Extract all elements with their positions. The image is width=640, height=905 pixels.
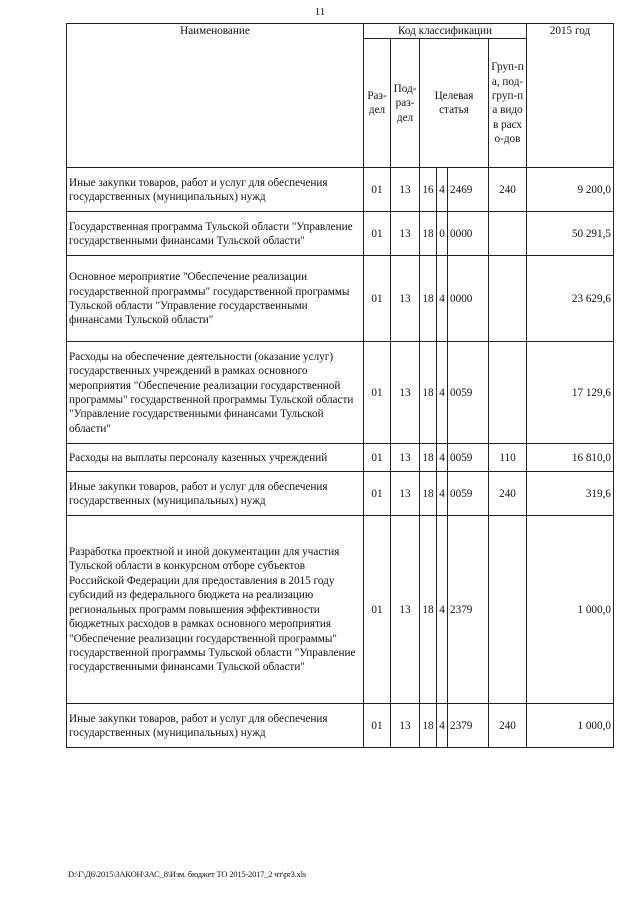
row-article-a: 18: [420, 342, 437, 444]
header-target-article: Целевая статья: [420, 39, 489, 168]
row-article-b: 4: [437, 516, 448, 704]
row-expense-group: 110: [489, 444, 527, 472]
row-amount: 23 629,6: [527, 256, 614, 342]
row-article-a: 18: [420, 256, 437, 342]
row-article-a: 18: [420, 472, 437, 516]
row-article-c: 0000: [448, 256, 489, 342]
row-article-c: 0059: [448, 444, 489, 472]
header-subsection: Под-раз-дел: [391, 39, 420, 168]
row-article-b: 4: [437, 342, 448, 444]
row-section: 01: [364, 256, 391, 342]
row-section: 01: [364, 472, 391, 516]
row-article-c: 0059: [448, 472, 489, 516]
row-expense-group: 240: [489, 704, 527, 748]
row-amount: 319,6: [527, 472, 614, 516]
table-row: [67, 472, 614, 516]
table-row: [67, 516, 614, 704]
row-article-b: 4: [437, 444, 448, 472]
row-expense-group: [489, 212, 527, 256]
row-name: Иные закупки товаров, работ и услуг для обеспечения государственных (муниципальных) нужд: [67, 168, 364, 212]
row-amount: 1 000,0: [527, 516, 614, 704]
row-section: 01: [364, 444, 391, 472]
table-row: [67, 704, 614, 748]
row-name: Расходы на обеспечение деятельности (оказание услуг) государственных учреждений в рамках основного мероприятия "Обеспечение реализации государственной программы" государственной программы Тульской области "Управление государственными финансами Тульской области": [67, 342, 364, 444]
row-amount: 50 291,5: [527, 212, 614, 256]
budget-table: [66, 23, 614, 748]
file-path-footer: D:\Г\Д6\2015\ЗАКОН\ЗАС_8\Изм. бюджет ТО 2015-2017_2 чт\pr3.xls: [68, 869, 306, 879]
page-number: 11: [314, 6, 326, 18]
row-name: Иные закупки товаров, работ и услуг для обеспечения государственных (муниципальных) нужд: [67, 704, 364, 748]
row-amount: 16 810,0: [527, 444, 614, 472]
row-amount: 9 200,0: [527, 168, 614, 212]
row-article-b: 4: [437, 704, 448, 748]
row-section: 01: [364, 168, 391, 212]
row-expense-group: [489, 516, 527, 704]
row-subsection: 13: [391, 704, 420, 748]
row-article-c: 2469: [448, 168, 489, 212]
row-article-c: 2379: [448, 516, 489, 704]
header-code-classification: Код классификации: [364, 24, 527, 39]
row-article-b: 4: [437, 168, 448, 212]
row-expense-group: 240: [489, 168, 527, 212]
row-section: 01: [364, 516, 391, 704]
table-row: [67, 342, 614, 444]
table-row: [67, 256, 614, 342]
table-row: [67, 212, 614, 256]
row-amount: 17 129,6: [527, 342, 614, 444]
row-section: 01: [364, 704, 391, 748]
row-expense-group: [489, 256, 527, 342]
row-name: Разработка проектной и иной документации для участия Тульской области в конкурсном отборе субъектов Российской Федерации для предоставления в 2015 году субсидий из федерального бюджета на реализацию региональных программ повышения эффективности бюджетных расходов в рамках основного мероприятия "Обеспечение реализации государственной программы" государственной программы Тульской области "Управление государственными финансами Тульской области": [67, 516, 364, 704]
row-subsection: 13: [391, 444, 420, 472]
row-subsection: 13: [391, 168, 420, 212]
row-subsection: 13: [391, 472, 420, 516]
row-section: 01: [364, 342, 391, 444]
row-article-b: 4: [437, 472, 448, 516]
row-name: Расходы на выплаты персоналу казенных учреждений: [67, 444, 364, 472]
row-article-a: 18: [420, 516, 437, 704]
table-row: [67, 168, 614, 212]
row-article-b: 4: [437, 256, 448, 342]
row-section: 01: [364, 212, 391, 256]
row-name: Иные закупки товаров, работ и услуг для обеспечения государственных (муниципальных) нужд: [67, 472, 364, 516]
row-amount: 1 000,0: [527, 704, 614, 748]
header-name: Наименование: [67, 24, 364, 168]
row-name: Государственная программа Тульской области "Управление государственными финансами Тульской области": [67, 212, 364, 256]
row-article-c: 0000: [448, 212, 489, 256]
row-subsection: 13: [391, 516, 420, 704]
header-row-top: [67, 24, 614, 39]
table-row: [67, 444, 614, 472]
row-expense-group: 240: [489, 472, 527, 516]
row-article-a: 18: [420, 444, 437, 472]
header-year: 2015 год: [527, 24, 614, 168]
row-subsection: 13: [391, 212, 420, 256]
row-article-a: 18: [420, 704, 437, 748]
row-article-c: 0059: [448, 342, 489, 444]
header-expense-group: Груп-па, под-груп-па видов расхо-дов: [489, 39, 527, 168]
row-expense-group: [489, 342, 527, 444]
row-article-b: 0: [437, 212, 448, 256]
row-article-a: 18: [420, 212, 437, 256]
row-article-a: 16: [420, 168, 437, 212]
row-name: Основное мероприятие "Обеспечение реализации государственной программы" государственной программы Тульской области "Управление государственными финансами Тульской области": [67, 256, 364, 342]
row-subsection: 13: [391, 256, 420, 342]
row-article-c: 2379: [448, 704, 489, 748]
header-section: Раз-дел: [364, 39, 391, 168]
row-subsection: 13: [391, 342, 420, 444]
